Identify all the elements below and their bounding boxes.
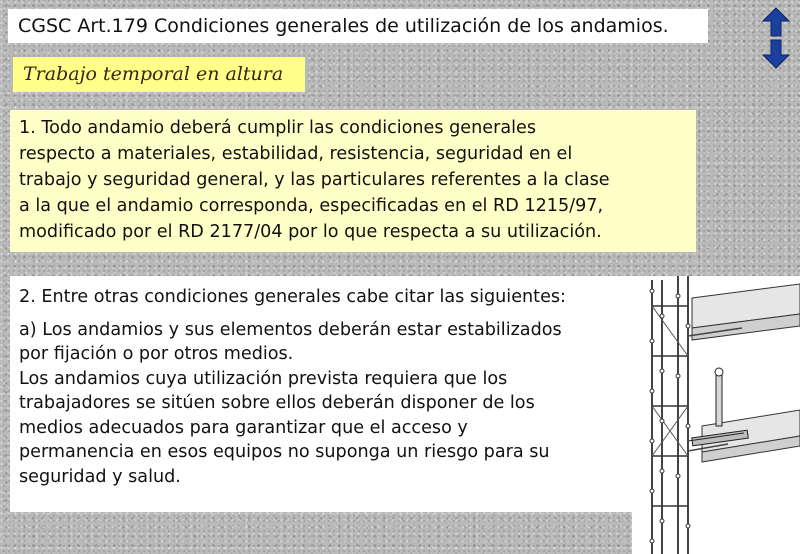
arrow-down-icon[interactable]: [761, 38, 791, 70]
paragraph-2-line: por fijación o por otros medios.: [19, 344, 294, 364]
paragraph-2-line: medios adecuados para garantizar que el acceso y: [19, 417, 468, 438]
paragraph-2-line: Los andamios cuya utilización prevista requiera que los: [19, 368, 508, 389]
paragraph-1-line: 1. Todo andamio deberá cumplir las condiciones generales: [19, 118, 537, 138]
subtitle-text: Trabajo temporal en altura: [23, 63, 284, 85]
paragraph-2: [10, 276, 632, 512]
paragraph-1-line: trabajo y seguridad general, y las particulares referentes a la clase: [19, 170, 610, 190]
paragraph-1-line: a la que el andamio corresponda, especificadas en el RD 1215/97,: [19, 196, 604, 216]
slide-navigation: [761, 6, 791, 70]
scaffold-anchor-illustration: [632, 276, 800, 554]
paragraph-1-line: respecto a materiales, estabilidad, resistencia, seguridad en el: [19, 144, 573, 164]
paragraph-2-line: a) Los andamios y sus elementos deberán estar estabilizados: [19, 319, 562, 340]
paragraph-2-line: trabajadores se sitúen sobre ellos deberán disponer de los: [19, 393, 535, 413]
arrow-up-icon[interactable]: [761, 6, 791, 38]
paragraph-2-line: seguridad y salud.: [19, 466, 181, 487]
page-title-text: CGSC Art.179 Condiciones generales de utilización de los andamios.: [18, 15, 669, 37]
section-subtitle: [13, 57, 305, 92]
paragraph-2-intro: 2. Entre otras condiciones generales cabe citar las siguientes:: [19, 287, 566, 307]
paragraph-1: [10, 110, 696, 252]
page-title: [8, 9, 708, 43]
paragraph-2-line: permanencia en esos equipos no suponga un riesgo para su: [19, 442, 550, 462]
paragraph-1-line: modificado por el RD 2177/04 por lo que respecta a su utilización.: [19, 222, 602, 242]
